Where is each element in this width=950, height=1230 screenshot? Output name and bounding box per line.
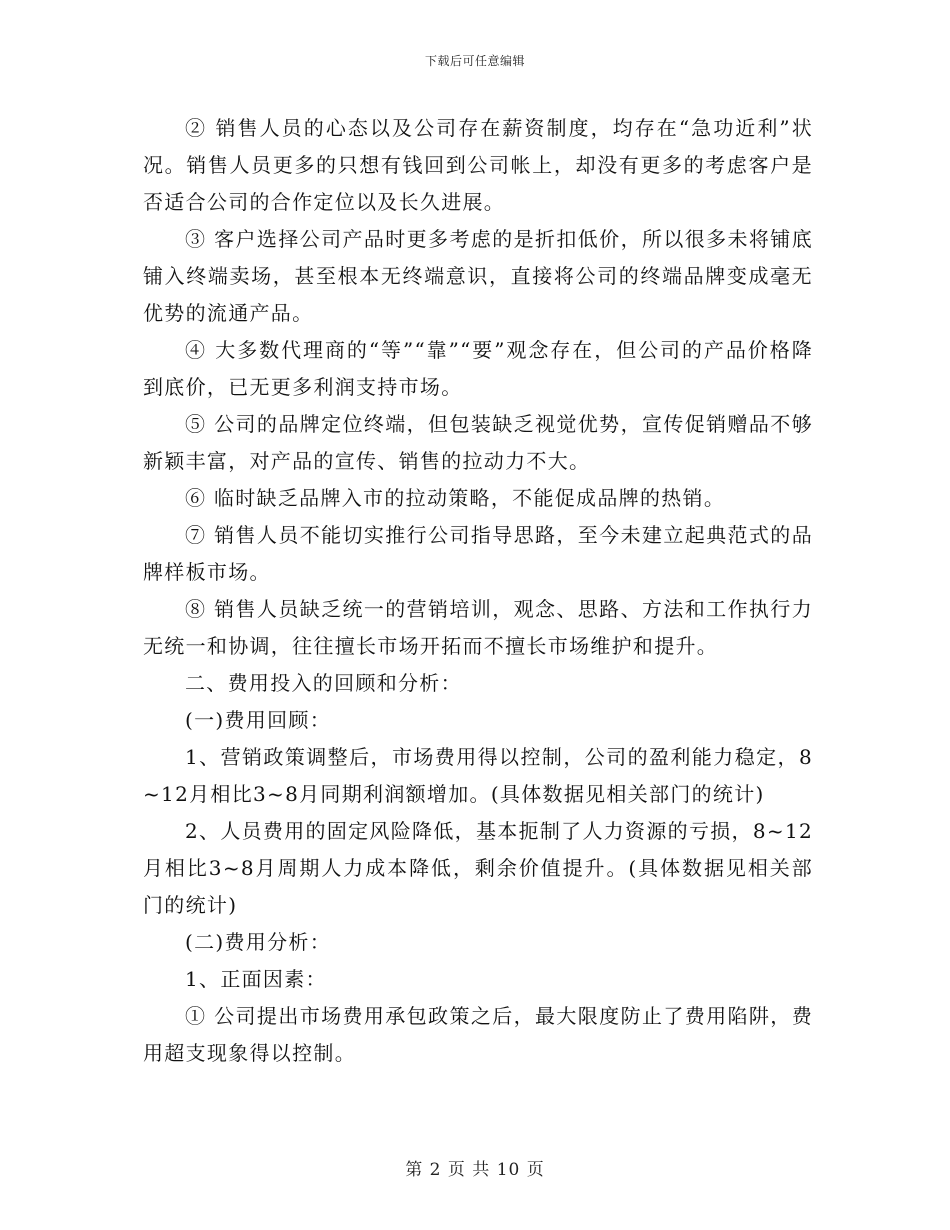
subsection-heading-review: (一)费用回顾： [185, 708, 332, 732]
paragraph-review-2: 2、人员费用的固定风险降低，基本扼制了人力资源的亏损，8~12月相比3~8月周期人力成本降低，剩余价值提升。(具体数据见相关部门的统计) [143, 819, 813, 917]
paragraph-item-8: ⑧ 销售人员缺乏统一的营销培训，观念、思路、方法和工作执行力无统一和协调，往往擅长市场开拓而不擅长市场维护和提升。 [143, 597, 813, 658]
paragraph-item-4: ④ 大多数代理商的“等”“靠”“要”观念存在，但公司的产品价格降到底价，已无更多利润支持市场。 [143, 338, 813, 399]
page-header-note: 下载后可任意编辑 [424, 54, 525, 68]
section-heading-expenses: 二、费用投入的回顾和分析： [185, 671, 462, 695]
paragraph-item-6: ⑥ 临时缺乏品牌入市的拉动策略，不能促成品牌的热销。 [185, 486, 726, 510]
paragraph-positive-1: ① 公司提出市场费用承包政策之后，最大限度防止了费用陷阱，费用超支现象得以控制。 [143, 1004, 813, 1065]
paragraph-review-1: 1、营销政策调整后，市场费用得以控制，公司的盈利能力稳定，8~12月相比3~8月同期利润额增加。(具体数据见相关部门的统计) [143, 745, 813, 806]
page-number: 第 2 页 共 10 页 [405, 1160, 545, 1180]
paragraph-item-3: ③ 客户选择公司产品时更多考虑的是折扣低价，所以很多未将铺底铺入终端卖场，甚至根本无终端意识，直接将公司的终端品牌变成毫无优势的流通产品。 [143, 227, 813, 325]
paragraph-positive-factors: 1、正面因素： [185, 967, 327, 991]
paragraph-item-2: ② 销售人员的心态以及公司存在薪资制度，均存在“急功近利”状况。销售人员更多的只想有钱回到公司帐上，却没有更多的考虑客户是否适合公司的合作定位以及长久进展。 [143, 116, 813, 214]
paragraph-item-5: ⑤ 公司的品牌定位终端，但包装缺乏视觉优势，宣传促销赠品不够新颖丰富，对产品的宣传、销售的拉动力不大。 [143, 412, 813, 473]
subsection-heading-analysis: (二)费用分析： [185, 930, 332, 954]
document-body [143, 110, 813, 1072]
paragraph-item-7: ⑦ 销售人员不能切实推行公司指导思路，至今未建立起典范式的品牌样板市场。 [143, 523, 813, 584]
